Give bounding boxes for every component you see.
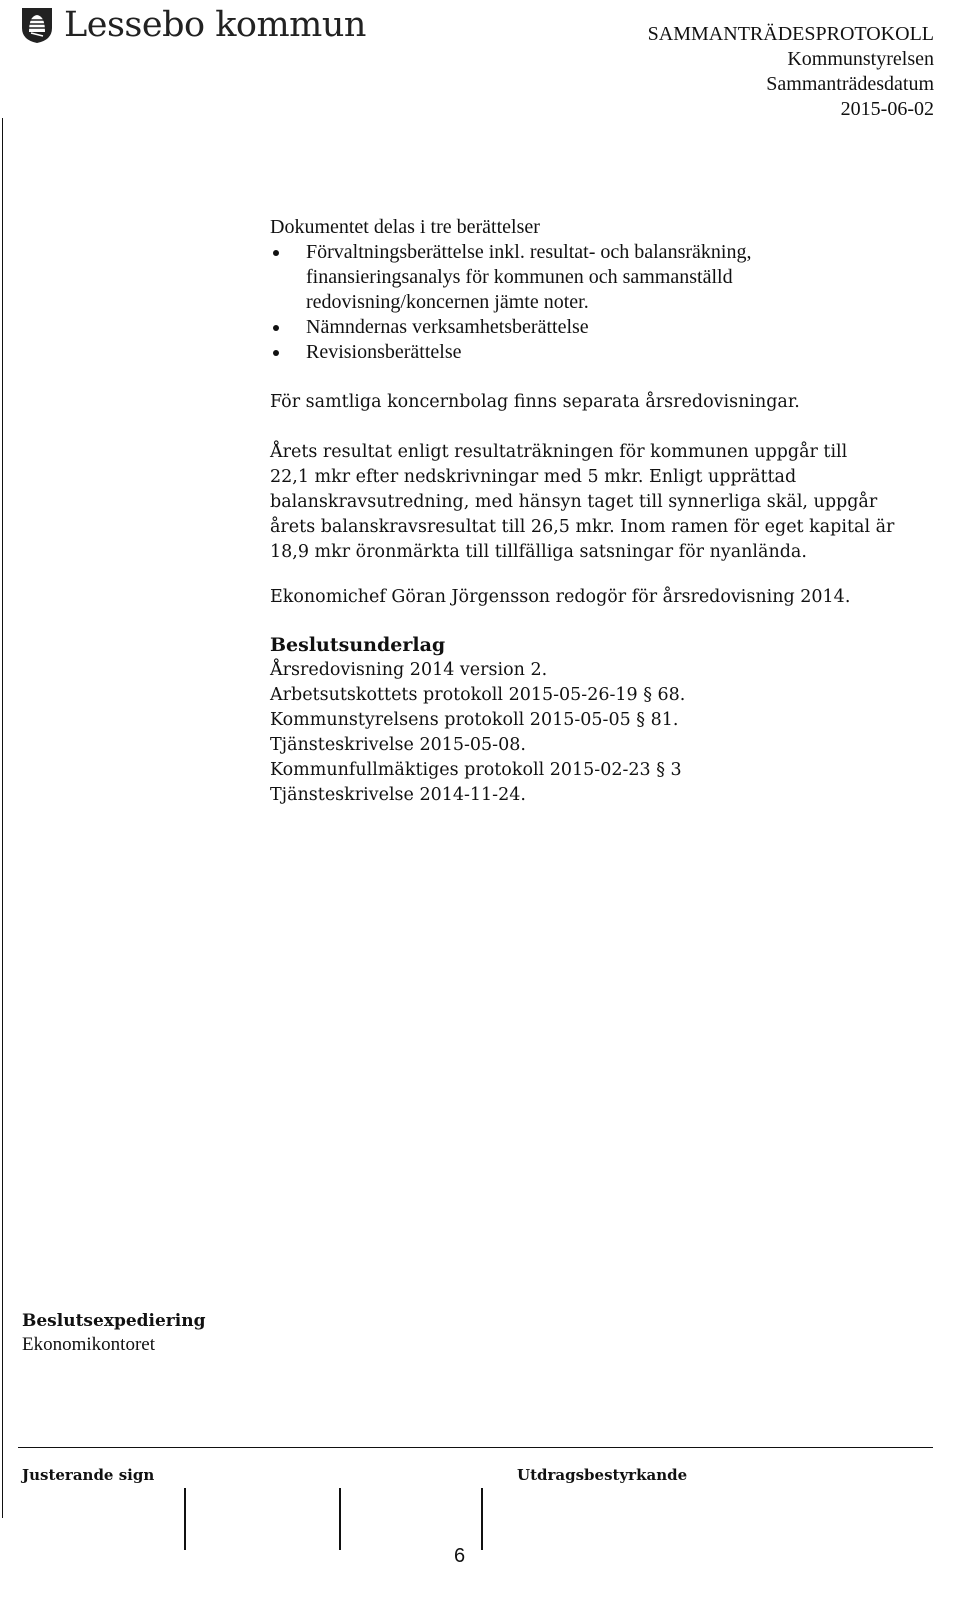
list-item: Arbetsutskottets protokoll 2015-05-26-19 § 68. [270, 685, 686, 705]
beslutsunderlag-section [270, 633, 685, 808]
document-header [648, 22, 934, 122]
list-item: Kommunstyrelsens protokoll 2015-05-05 § 81. [270, 710, 679, 730]
municipality-logo [18, 6, 366, 44]
logo-text: Lessebo kommun [64, 4, 366, 45]
left-margin-rule [2, 118, 3, 1518]
intro-section [270, 215, 930, 365]
footer-rule [18, 1447, 933, 1448]
result-paragraph: Årets resultat enligt resultaträkningen för kommunen uppgår till 22,1 mkr efter nedskrivningar med 5 mkr. Enligt upprättad balanskravsutredning, med hänsyn taget till synnerliga skäl, uppgår årets balanskravsresultat till 26,5 mkr. Inom ramen för eget kapital är 18,9 mkr öronmärkta till tillfälliga satsningar för nyanlända. [270, 442, 895, 562]
signature-divider [184, 1488, 186, 1550]
story-list [270, 240, 930, 365]
list-item: Kommunfullmäktiges protokoll 2015-02-23 § 3 [270, 760, 682, 780]
utdragsbestyrkande-label: Utdragsbestyrkande [517, 1466, 688, 1484]
meeting-date: 2015-06-02 [840, 98, 934, 120]
expediering-recipient: Ekonomikontoret [22, 1334, 155, 1355]
list-item: Tjänsteskrivelse 2014-11-24. [270, 785, 526, 805]
presenter-line: Ekonomichef Göran Jörgensson redogör för årsredovisning 2014. [270, 587, 851, 607]
intro-lead: Dokumentet delas i tre berättelser [270, 216, 540, 238]
justerande-sign-label: Justerande sign [22, 1466, 155, 1484]
expediering-heading: Beslutsexpediering [22, 1311, 206, 1331]
document-type: SAMMANTRÄDESPROTOKOLL [647, 23, 934, 45]
expediering-section [22, 1310, 205, 1356]
organ-name: Kommunstyrelsen [787, 48, 934, 70]
list-item: Förvaltningsberättelse inkl. resultat- och balansräkning, finansieringsanalys för kommunen och sammanställd redovisning/koncernen jämte noter. [270, 240, 930, 315]
signature-divider [481, 1488, 483, 1550]
beehive-emblem-icon [18, 6, 56, 44]
list-item: Revisionsberättelse [270, 340, 930, 365]
list-item: Tjänsteskrivelse 2015-05-08. [270, 735, 526, 755]
signature-divider [339, 1488, 341, 1550]
beslutsunderlag-heading: Beslutsunderlag [270, 634, 446, 656]
list-item: Årsredovisning 2014 version 2. [270, 660, 548, 680]
page-number: 6 [454, 1545, 466, 1567]
meeting-date-label: Sammanträdesdatum [766, 73, 934, 95]
koncern-line: För samtliga koncernbolag finns separata årsredovisningar. [270, 392, 800, 412]
list-item: Nämndernas verksamhetsberättelse [270, 315, 930, 340]
